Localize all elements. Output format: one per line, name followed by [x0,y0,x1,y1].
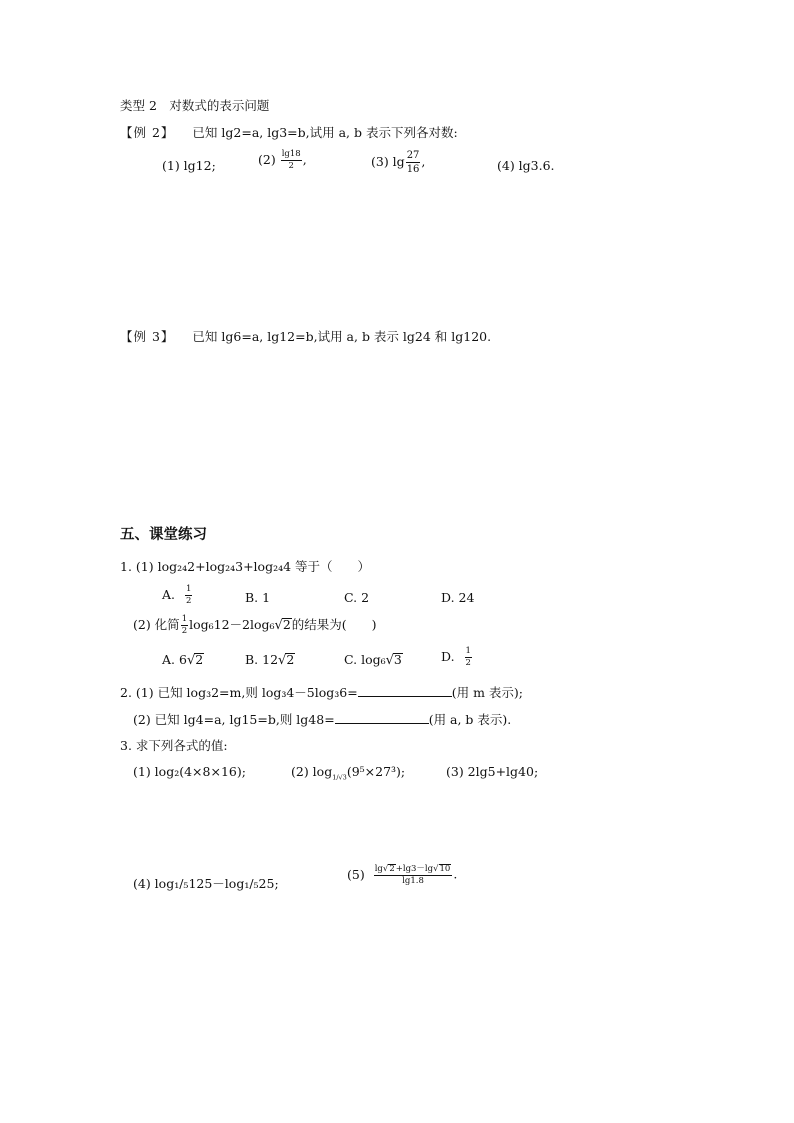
log-argument: (9⁵×27³); [346,764,406,779]
q1-part2-option-b [245,652,295,668]
radical-sign: √ [382,864,389,874]
option-label: C. log₆ [344,652,386,667]
option-label: A. [162,587,176,602]
fraction-numerator [374,864,453,876]
q3-part3: (3) 2lg5+lg40; [446,764,539,779]
fraction-denominator: 16 [406,164,420,175]
question-text: (2) 已知 lg4=a, lg15=b,则 lg48= [133,712,335,727]
part-label: (3) lg [371,154,405,169]
question-label: (2) 化简 [133,617,180,632]
radicand: 10 [439,864,451,874]
q1-part2 [133,615,377,636]
log-prefix: (2) log [291,764,333,779]
q1-part1 [120,559,370,575]
example3-line [120,329,491,345]
q2-part2 [133,711,511,728]
fraction-numerator: 27 [406,150,420,161]
option-label: A. 6 [162,652,187,667]
punctuation: , [302,152,307,167]
type2-heading: 类型 2 对数式的表示问题 [120,98,270,113]
answer-blank[interactable] [358,684,452,697]
fraction-denominator: lg1.8 [402,876,424,886]
fraction-one-half [181,615,188,636]
fraction-denominator: 2 [181,626,188,636]
question-text-end: (用 a, b 表示). [428,712,512,727]
q3-part1: (1) log₂(4×8×16); [133,764,246,779]
q3-part5 [347,864,457,886]
q1-part1-option-c: C. 2 [344,590,370,605]
fraction-denominator: 2 [465,658,471,668]
example3-tag: 【例 3】 [120,329,175,344]
fraction-numerator: lg18 [281,149,301,159]
fraction-27-over-16 [406,150,421,175]
fraction-lg18-over-2 [281,150,302,171]
question-expression-end: 的结果为( ) [291,617,377,632]
fraction-numerator: 1 [465,646,471,656]
radical-sign: √ [278,653,287,668]
q1-part2-option-d [441,647,473,668]
q3-heading: 3. 求下列各式的值: [120,738,228,753]
numerator-text: lg [374,864,383,874]
radical-sign: √ [186,653,196,668]
numerator-text: +lg3－lg [395,864,434,874]
radicand: 3 [393,652,402,667]
q3-part2 [291,764,405,780]
q2-part1 [120,684,523,701]
section5-heading: 五、课堂练习 [120,527,207,543]
q1-part1-option-d: D. 24 [441,590,475,605]
punctuation: , [421,154,426,169]
radicand: 2 [286,652,295,667]
radical-sign: √ [274,618,283,633]
fraction-numerator: 1 [186,584,192,594]
example2-line [120,125,458,141]
q1-part1-option-b: B. 1 [245,590,271,605]
fraction-denominator: 2 [186,596,192,606]
example2-part4: (4) lg3.6. [497,158,555,173]
radical-sign: √ [433,864,439,874]
q3-part4: (4) log₁/₅125－log₁/₅25; [133,876,279,891]
question-text-end: (用 m 表示); [451,685,523,700]
fraction-one-half [465,647,472,668]
q1-part1-option-a [162,585,193,606]
part-label: (2) [258,152,276,167]
question-number: 1. (1) [120,559,158,574]
radicand: 2 [195,652,204,667]
example2-part2 [258,150,307,171]
q1-part2-option-c [344,652,403,668]
part-label: (5) [347,866,365,882]
fraction-numerator: 1 [181,614,188,624]
example2-part1: (1) lg12; [162,158,216,173]
radical-sign: √ [385,653,394,668]
example3-prompt: 已知 lg6=a, lg12=b,试用 a, b 表示 lg24 和 lg120. [192,329,492,344]
question-expression: log₆12－2log₆ [189,617,275,632]
question-text: 2. (1) 已知 log₃2=m,则 log₃4－5log₃6= [120,685,358,700]
fraction-denominator: 2 [288,161,294,171]
fraction-one-half [185,585,192,606]
answer-blank[interactable] [335,711,429,724]
example2-part3 [371,150,425,175]
radicand: 2 [282,617,291,632]
option-label: B. 12 [245,652,279,667]
punctuation: . [453,866,458,882]
fraction-log-expression [374,864,453,886]
example2-prompt: 已知 lg2=a, lg3=b,试用 a, b 表示下列各对数: [192,125,458,140]
q1-part2-option-a [162,652,204,668]
log-base: 1/√3 [332,773,347,782]
example2-tag: 【例 2】 [120,125,175,140]
radicand: 2 [389,864,395,874]
option-label: D. [441,649,455,664]
question-expression: log₂₄2+log₂₄3+log₂₄4 等于（ ） [157,559,371,574]
